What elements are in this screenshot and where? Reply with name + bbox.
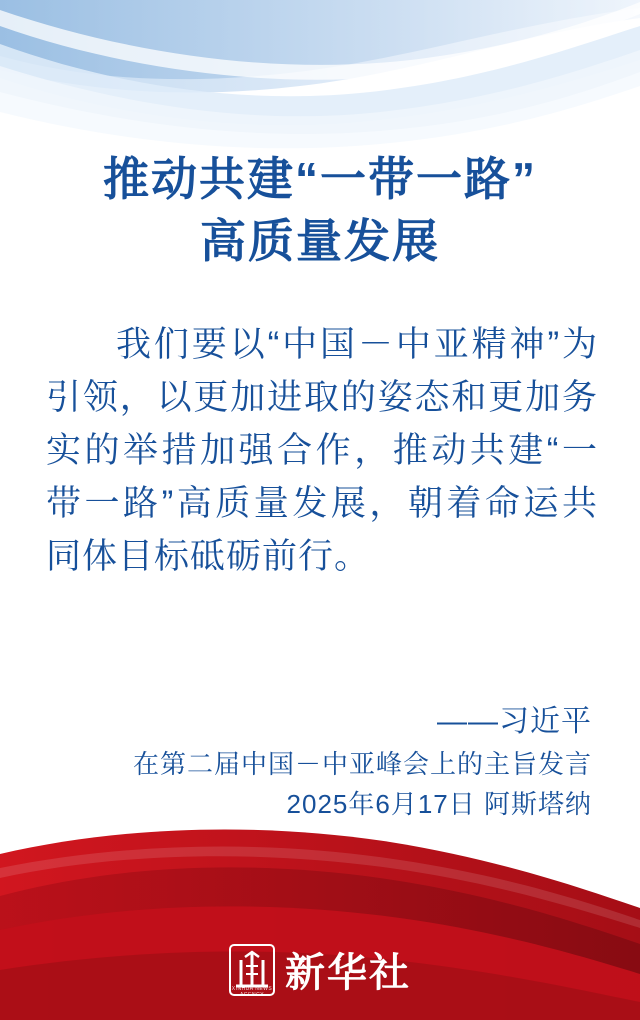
xinhua-logo-text: 新华社 (285, 950, 411, 995)
poster-title (0, 148, 640, 272)
xinhua-logo (0, 941, 640, 998)
attribution-place: 2025年6月17日 阿斯塔纳 (286, 789, 592, 819)
attribution-block (72, 700, 592, 824)
xinhua-pinyin: XINHUA NEWS AGENCY (231, 985, 273, 998)
attribution-occasion: 在第二届中国－中亚峰会上的主旨发言 (132, 749, 592, 779)
attribution-speaker: ——习近平 (437, 705, 592, 738)
title-line-2: 高质量发展 (200, 215, 440, 267)
quote-text: 我们要以“中国－中亚精神”为引领，以更加进取的姿态和更加务实的举措加强合作，推动共建“一带一路”高质量发展，朝着命运共同体目标砥砺前行。 (46, 325, 598, 576)
xinhua-emblem-icon (229, 944, 275, 996)
title-line-1: 推动共建“一带一路” (103, 153, 537, 205)
